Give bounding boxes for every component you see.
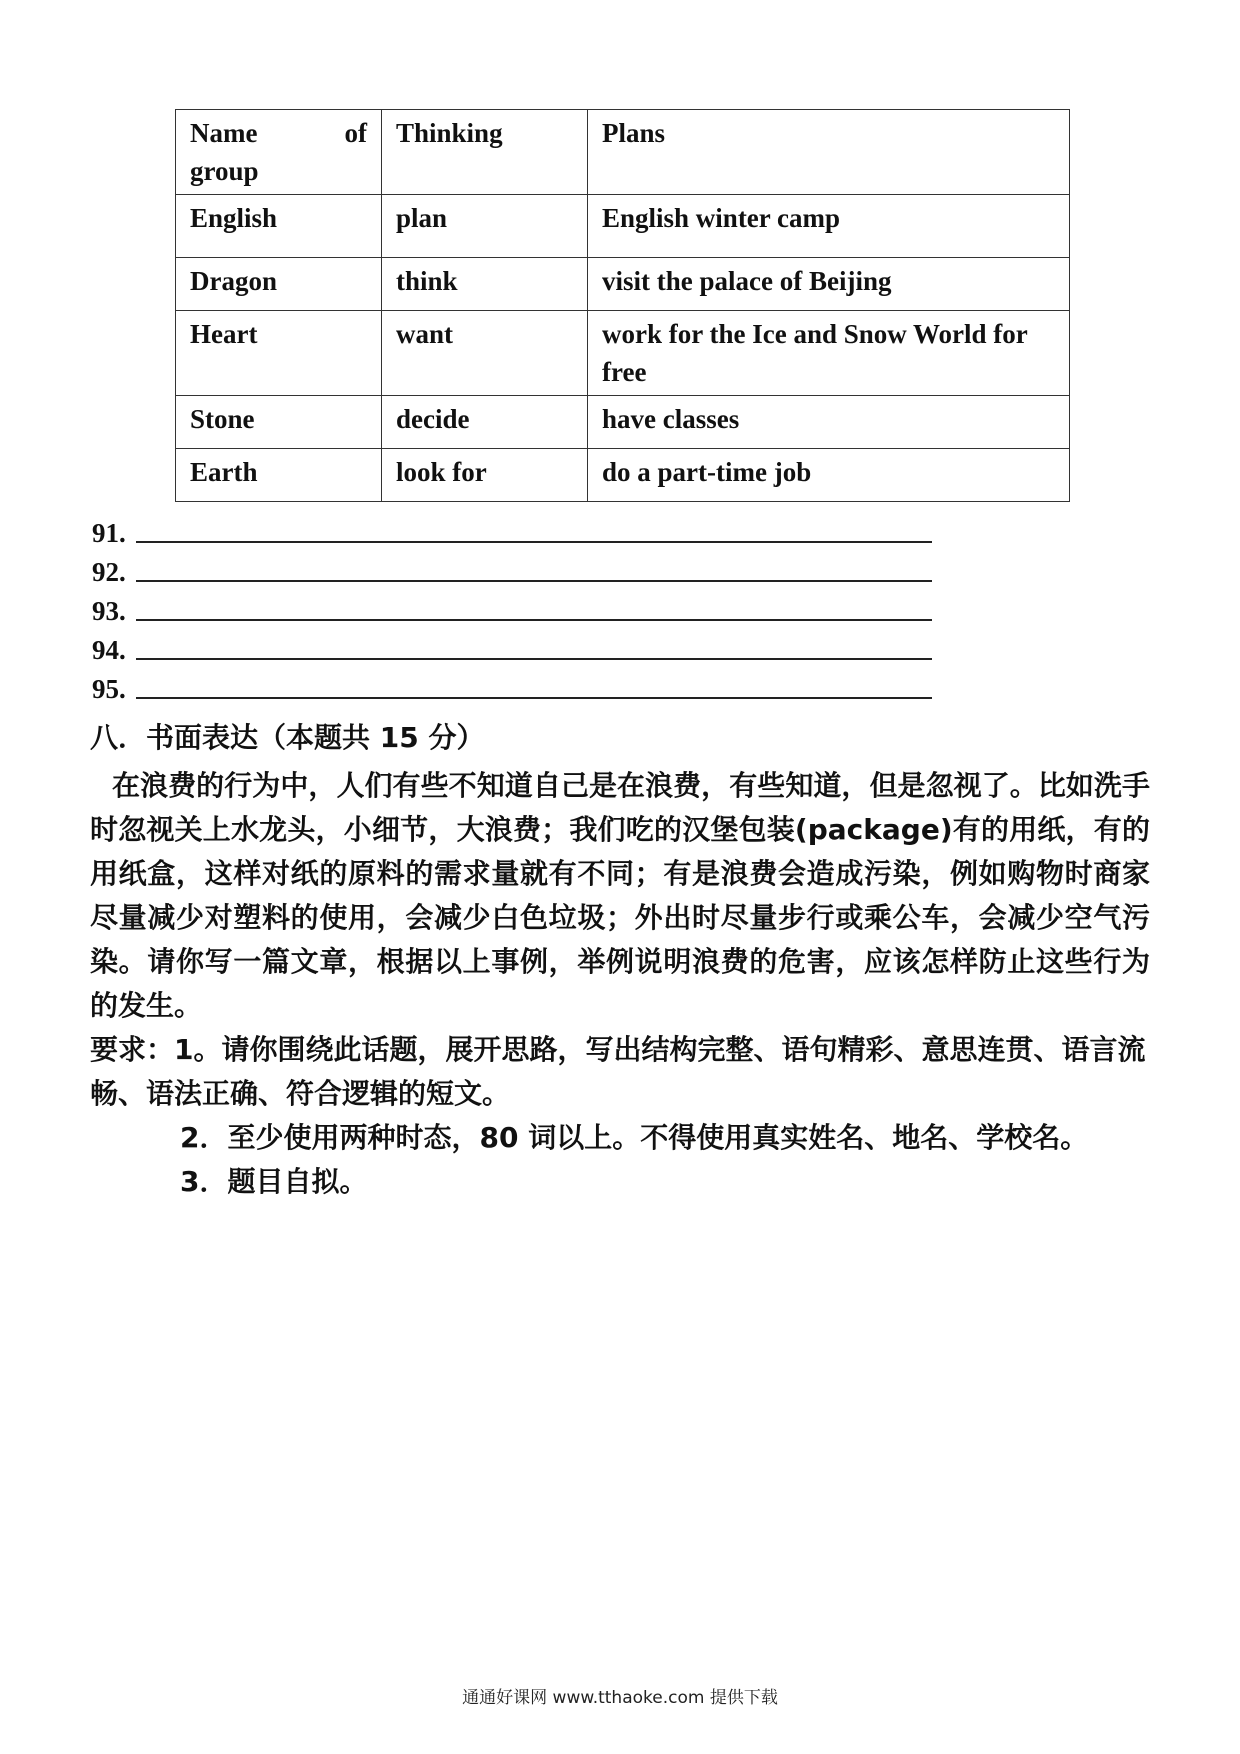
cell-plan: have classes <box>588 396 1070 449</box>
cell-thinking: decide <box>382 396 588 449</box>
cell-plan: work for the Ice and Snow World for free <box>588 311 1070 396</box>
cell-group: Heart <box>176 311 382 396</box>
answer-line-94 <box>92 627 932 666</box>
section-title: 八．书面表达（本题共 15 分） <box>90 721 485 754</box>
header-name-of-group <box>176 110 382 195</box>
answer-line-91 <box>92 510 932 549</box>
answer-number: 95. <box>92 674 126 704</box>
requirement-3: 3．题目自拟。 <box>180 1165 368 1198</box>
header-name-word: Name <box>190 118 258 148</box>
table-row <box>176 258 1070 311</box>
answer-line-92 <box>92 549 932 588</box>
table-row <box>176 396 1070 449</box>
answer-number: 91. <box>92 518 126 548</box>
cell-thinking: want <box>382 311 588 396</box>
cell-group: English <box>176 195 382 258</box>
answer-blank[interactable] <box>136 671 932 699</box>
footer-source: 通通好课网 www.tthaoke.com 提供下载 <box>462 1688 778 1708</box>
cell-thinking: look for <box>382 449 588 502</box>
answer-blank[interactable] <box>136 554 932 582</box>
header-of-word: of <box>344 118 367 148</box>
cell-plan: English winter camp <box>588 195 1070 258</box>
cell-group: Dragon <box>176 258 382 311</box>
cell-group: Stone <box>176 396 382 449</box>
answer-line-93 <box>92 588 932 627</box>
cell-thinking: plan <box>382 195 588 258</box>
requirement-1: 要求：1。请你围绕此话题，展开思路，写出结构完整、语句精彩、意思连贯、语言流畅、语法正确、符合逻辑的短文。 <box>90 1033 1146 1110</box>
answer-blank[interactable] <box>136 593 932 621</box>
answer-blank[interactable] <box>136 632 932 660</box>
cell-thinking: think <box>382 258 588 311</box>
cell-plan: visit the palace of Beijing <box>588 258 1070 311</box>
cell-group: Earth <box>176 449 382 502</box>
writing-section <box>90 716 1150 1204</box>
requirement-2: 2．至少使用两种时态，80 词以上。不得使用真实姓名、地名、学校名。 <box>180 1121 1089 1154</box>
answer-blank[interactable] <box>136 515 932 543</box>
answer-number: 94. <box>92 635 126 665</box>
header-plans: Plans <box>588 110 1070 195</box>
answer-line-95 <box>92 666 932 705</box>
table-header-row <box>176 110 1070 195</box>
header-group-word: group <box>190 156 259 186</box>
groups-table <box>175 109 1070 502</box>
table-row <box>176 311 1070 396</box>
answer-number: 93. <box>92 596 126 626</box>
answer-lines <box>92 510 932 705</box>
cell-plan: do a part-time job <box>588 449 1070 502</box>
table-row <box>176 195 1070 258</box>
answer-number: 92. <box>92 557 126 587</box>
header-thinking: Thinking <box>382 110 588 195</box>
writing-prompt-paragraph: 在浪费的行为中，人们有些不知道自己是在浪费，有些知道，但是忽视了。比如洗手时忽视关上水龙头，小细节，大浪费；我们吃的汉堡包装(package)有的用纸，有的用纸盒，这样对纸的原料的需求量就有不同；有是浪费会造成污染，例如购物时商家尽量减少对塑料的使用，会减少白色垃圾；外出时尽量步行或乘公车，会减少空气污染。请你写一篇文章，根据以上事例，举例说明浪费的危害，应该怎样防止这些行为的发生。 <box>90 769 1150 1022</box>
table-row <box>176 449 1070 502</box>
